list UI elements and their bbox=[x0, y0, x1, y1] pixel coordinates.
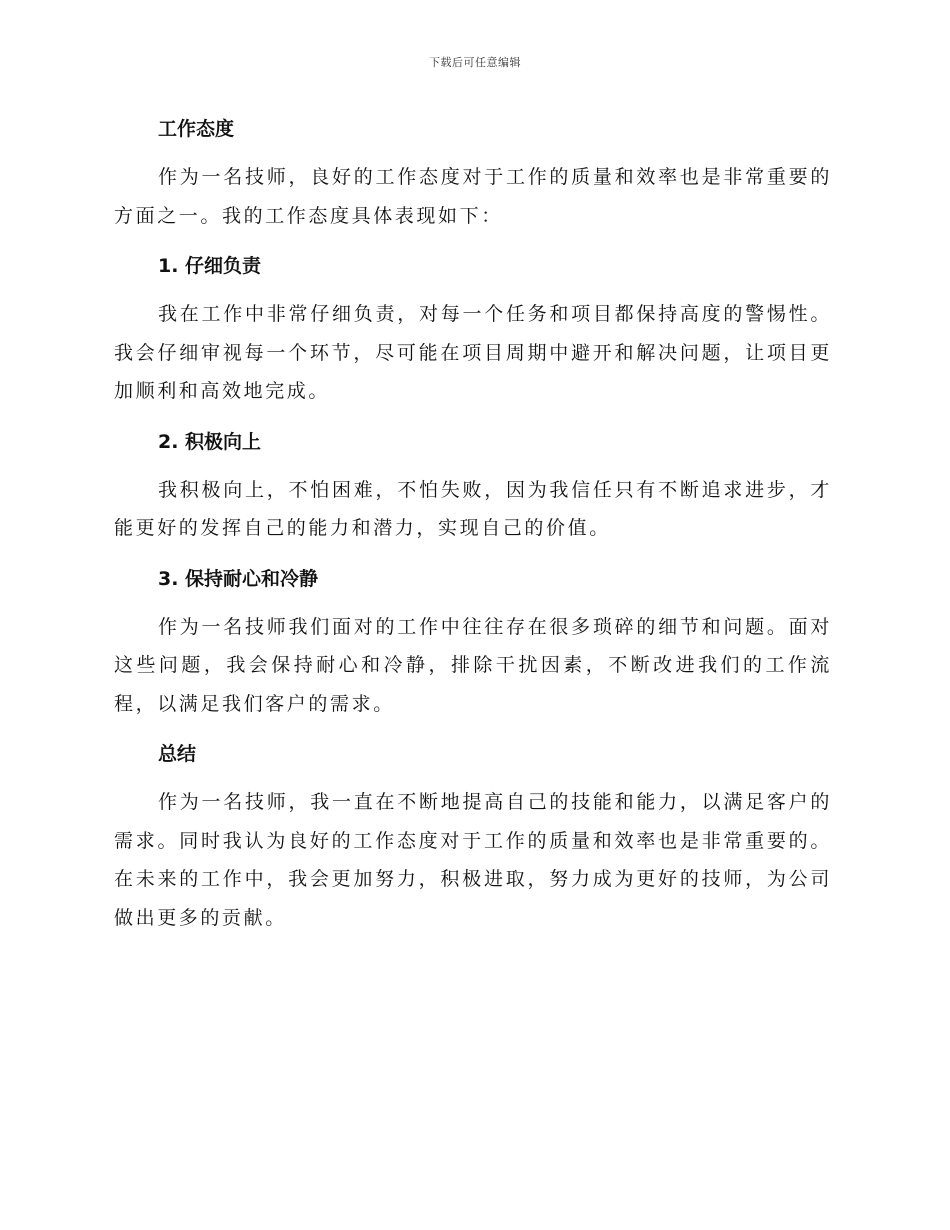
document-body bbox=[114, 108, 832, 937]
careful-paragraph: 我在工作中非常仔细负责，对每一个任务和项目都保持高度的警惕性。我会仔细审视每一个环节，尽可能在项目周期中避开和解决问题，让项目更加顺利和高效地完成。 bbox=[114, 303, 832, 402]
page-header-note: 下载后可任意编辑 bbox=[429, 56, 521, 69]
patience-paragraph: 作为一名技师我们面对的工作中往往存在很多琐碎的细节和问题。面对这些问题，我会保持耐心和冷静，排除干扰因素，不断改进我们的工作流程，以满足我们客户的需求。 bbox=[114, 615, 832, 715]
positive-paragraph: 我积极向上，不怕困难，不怕失败，因为我信任只有不断追求进步，才能更好的发挥自己的能力和潜力，实现自己的价值。 bbox=[114, 478, 832, 539]
section-title-careful: 1. 仔细负责 bbox=[158, 255, 262, 277]
summary-paragraph: 作为一名技师，我一直在不断地提高自己的技能和能力，以满足客户的需求。同时我认为良好的工作态度对于工作的质量和效率也是非常重要的。在未来的工作中，我会更加努力，积极进取，努力成为更好的技师，为公司做出更多的贡献。 bbox=[114, 791, 832, 929]
section-title-attitude: 工作态度 bbox=[158, 118, 235, 140]
attitude-intro-paragraph: 作为一名技师，良好的工作态度对于工作的质量和效率也是非常重要的方面之一。我的工作态度具体表现如下： bbox=[114, 166, 832, 227]
section-title-positive: 2. 积极向上 bbox=[158, 430, 262, 453]
section-title-patience: 3. 保持耐心和冷静 bbox=[158, 567, 319, 590]
section-title-summary: 总结 bbox=[158, 743, 197, 765]
